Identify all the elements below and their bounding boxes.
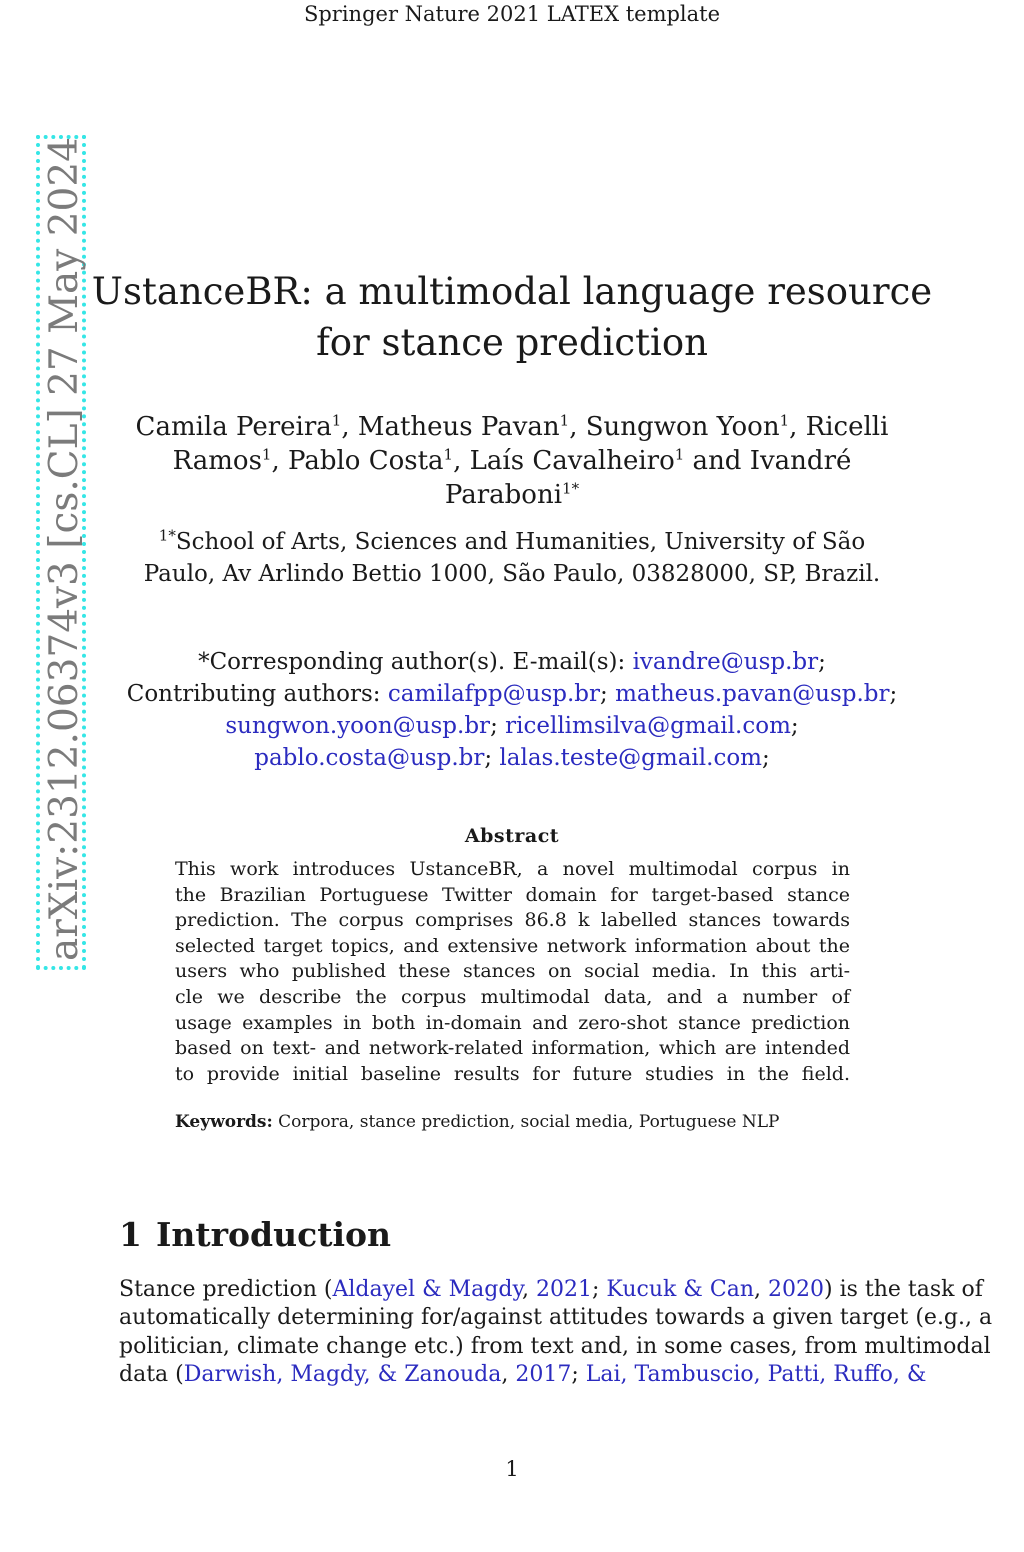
abstract-line: prediction. The corpus comprises 86.8 k labelled stances towards bbox=[175, 909, 850, 932]
keywords-text: Corpora, stance prediction, social media, Portuguese NLP bbox=[278, 1112, 780, 1132]
title-line-2: for stance prediction bbox=[316, 321, 708, 364]
citation-link[interactable]: Darwish, Magdy, & Zanouda bbox=[183, 1361, 502, 1387]
contributing-label: Contributing authors: bbox=[126, 681, 381, 707]
author-name: Laís Cavalheiro bbox=[469, 446, 675, 476]
page-number: 1 bbox=[505, 1457, 519, 1481]
email-link[interactable]: ricellimsilva@gmail.com bbox=[505, 713, 791, 739]
author-name-part: Ivandré bbox=[749, 446, 852, 476]
citation-link[interactable]: Aldayel & Magdy bbox=[332, 1277, 522, 1302]
abstract-heading: Abstract bbox=[464, 825, 560, 847]
affiliation-mark: 1 bbox=[674, 445, 685, 464]
email-link[interactable]: sungwon.yoon@usp.br bbox=[225, 713, 491, 739]
affiliation-line-1: School of Arts, Sciences and Humanities, University of São bbox=[175, 529, 866, 555]
affiliation-mark: 1 bbox=[443, 445, 454, 464]
abstract-line: the Brazilian Portuguese Twitter domain for target-based stance bbox=[175, 883, 850, 906]
affiliation-mark: 1* bbox=[158, 526, 176, 545]
abstract-line: cle we describe the corpus multimodal data, and a number of bbox=[175, 985, 850, 1008]
affiliation bbox=[0, 526, 1024, 590]
author-name: Pablo Costa bbox=[288, 446, 444, 476]
corresponding-label: *Corresponding author(s). E-mail(s): bbox=[198, 649, 626, 675]
intro-line: Stance prediction (Aldayel & Magdy, 2021; Kucuk & Can, 2020) is the task of bbox=[119, 1277, 983, 1302]
author-name-part: Paraboni bbox=[444, 480, 563, 510]
title-line-1: UstanceBR: a multimodal language resource bbox=[91, 270, 933, 313]
citation-year-link[interactable]: 2020 bbox=[768, 1277, 825, 1302]
abstract-line: based on text- and network-related information, which are intended bbox=[175, 1037, 850, 1060]
affiliation-mark: 1* bbox=[562, 479, 580, 498]
intro-line: data (Darwish, Magdy, & Zanouda, 2017; Lai, Tambuscio, Patti, Ruffo, & bbox=[119, 1361, 927, 1387]
author-name-part: Ramos bbox=[172, 446, 262, 476]
abstract-line: to provide initial baseline results for future studies in the field. bbox=[175, 1062, 850, 1085]
introduction-paragraph bbox=[119, 1276, 993, 1389]
author-name: Matheus Pavan bbox=[357, 412, 560, 442]
intro-line: automatically determining for/against attitudes towards a given target (e.g., a bbox=[119, 1305, 993, 1331]
running-head: Springer Nature 2021 LATEX template bbox=[303, 2, 721, 26]
keywords-label: Keywords: bbox=[175, 1112, 273, 1132]
section-heading-introduction bbox=[119, 1215, 391, 1254]
paper-title bbox=[0, 266, 1024, 368]
citation-link[interactable]: Lai, Tambuscio, Patti, Ruffo, & bbox=[585, 1361, 927, 1387]
affiliation-line-2: Paulo, Av Arlindo Bettio 1000, São Paulo, 03828000, SP, Brazil. bbox=[143, 561, 881, 587]
affiliation-mark: 1 bbox=[261, 445, 272, 464]
abstract-line: users who published these stances on social media. In this arti- bbox=[175, 960, 850, 983]
citation-year-link[interactable]: 2021 bbox=[535, 1277, 592, 1302]
email-link[interactable]: pablo.costa@usp.br bbox=[254, 745, 485, 771]
abstract-line: usage examples in both in-domain and zero-shot stance prediction bbox=[175, 1011, 850, 1034]
abstract-line: This work introduces UstanceBR, a novel multimodal corpus in bbox=[175, 858, 850, 880]
affiliation-mark: 1 bbox=[559, 411, 570, 430]
citation-year-link[interactable]: 2017 bbox=[515, 1361, 572, 1387]
email-link[interactable]: matheus.pavan@usp.br bbox=[615, 681, 890, 707]
author-name-part: Ricelli bbox=[805, 412, 889, 442]
email-link[interactable]: ivandre@usp.br bbox=[632, 649, 819, 675]
email-link[interactable]: camilafpp@usp.br bbox=[387, 681, 600, 707]
citation-link[interactable]: Kucuk & Can bbox=[606, 1277, 755, 1302]
section-title: Introduction bbox=[155, 1215, 391, 1254]
arxiv-identifier[interactable]: arXiv:2312.06374v3 [cs.CL] 27 May 2024 bbox=[42, 137, 87, 961]
author-name: Sungwon Yoon bbox=[585, 412, 780, 442]
intro-line: politician, climate change etc.) from text and, in some cases, from multimodal bbox=[119, 1333, 991, 1359]
abstract-line: selected target topics, and extensive network information about the bbox=[175, 934, 850, 957]
keywords bbox=[175, 1110, 855, 1134]
email-link[interactable]: lalas.teste@gmail.com bbox=[499, 745, 762, 771]
affiliation-mark: 1 bbox=[779, 411, 790, 430]
section-number: 1 bbox=[119, 1215, 142, 1254]
abstract-text bbox=[175, 857, 850, 1087]
author-name: Camila Pereira bbox=[135, 412, 332, 442]
affiliation-mark: 1 bbox=[331, 411, 342, 430]
author-list: Camila Pereira$^1$, Matheus Pavan$^1$, Sungwon Yoon$^1$, Ricelli Ramos$^1$, Pablo Costa$^1$, Laís Cavalheiro$^1$ and Ivandré Paraboni$^{1*}$ bbox=[135, 411, 889, 510]
contact-block: *Corresponding author(s). E-mail(s): ivandre@usp.br; Contributing authors: camilafpp@usp.br; matheus.pavan@usp.br; sungwon.yoon@usp.br; ricellimsilva@gmail.com; pablo.costa@usp.br; lalas.teste@gmail.com; bbox=[126, 649, 898, 771]
